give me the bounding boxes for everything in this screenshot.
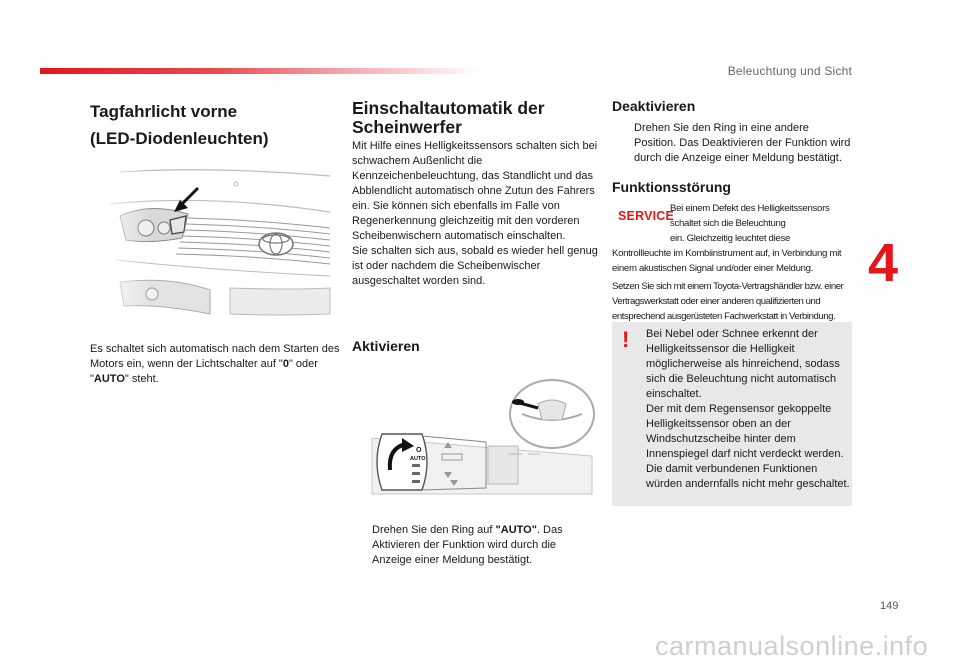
malfunction-text-intro bbox=[670, 201, 852, 246]
car-front-drawing bbox=[90, 164, 332, 328]
step-text-auto: "AUTO" bbox=[495, 524, 537, 536]
deactivate-heading: Deaktivieren bbox=[612, 98, 696, 114]
activate-heading: Aktivieren bbox=[352, 338, 420, 354]
header-accent-bar bbox=[40, 68, 480, 74]
step-text-before: Drehen Sie den Ring auf bbox=[372, 524, 496, 536]
warning-paragraph-sensor: Der mit dem Regensensor gekoppelte Helligkeitssensor oben an der Windschutzscheibe hinter dem Innenspiegel darf nicht verdeckt werden. Die damit verbundenen Funktionen würden andernfalls nicht mehr geschaltet. bbox=[646, 403, 850, 490]
malfunction-text-indicator: Kontrollleuchte im Kombiinstrument auf, in Verbindung mit einem akustischen Signal und/oder einer Meldung. bbox=[612, 248, 842, 274]
activate-step-text bbox=[372, 523, 582, 568]
malfunction-line-3: ein. Gleichzeitig leuchtet diese bbox=[670, 233, 790, 244]
drl-text-before: Es schaltet sich automatisch nach dem Starten des Motors ein, wenn der Lichtschalter auf " bbox=[90, 343, 340, 370]
malfunction-heading: Funktionsstörung bbox=[612, 179, 731, 195]
drl-text-after: " steht. bbox=[124, 373, 159, 385]
malfunction-line-1: Bei einem Defekt des Helligkeitssensors bbox=[670, 203, 830, 214]
paragraph-deactivation: Sie schalten sich aus, sobald es wieder hell genug ist oder nachdem die Scheibenwischer ausgeschaltet worden sind. bbox=[352, 245, 598, 287]
malfunction-line-2: schaltet sich die Beleuchtung bbox=[670, 218, 786, 229]
title-line-2: Scheinwerfer bbox=[352, 117, 462, 137]
car-front-illustration bbox=[90, 164, 332, 328]
service-warning-icon: SERVICE bbox=[618, 209, 675, 223]
deactivate-step-text: Drehen Sie den Ring in eine andere Position. Das Deaktivieren der Funktion wird durch die Anzeige einer Meldung bestätigt. bbox=[634, 122, 851, 164]
deactivate-step bbox=[612, 121, 852, 166]
title-line-2: (LED-Diodenleuchten) bbox=[90, 129, 269, 148]
light-switch-illustration bbox=[352, 362, 600, 512]
paragraph-activation: Mit Hilfe eines Helligkeitssensors schalten sich bei schwachem Außenlicht die Kennzeichenbeleuchtung, das Standlicht und das Abblendlicht automatisch ohne Zutun des Fahrers ein. Sie können sich ebenfalls im Falle von Regenerkennung gleichzeitig mit den vorderen Scheibenwischern automatisch einschalten. bbox=[352, 140, 598, 242]
section-header: Beleuchtung und Sicht bbox=[727, 64, 852, 78]
warning-paragraph-fog: Bei Nebel oder Schnee erkennt der Helligkeitssensor die Helligkeit möglicherweise als hinreichend, sodass sich die Beleuchtung nicht automatisch einschaltet. bbox=[646, 328, 840, 400]
chapter-number: 4 bbox=[868, 233, 899, 293]
drl-value-auto: AUTO bbox=[93, 373, 125, 385]
title-line-1: Einschaltautomatik der bbox=[352, 98, 545, 118]
section-title-drl bbox=[90, 98, 340, 152]
warning-text bbox=[646, 327, 850, 492]
light-switch-drawing bbox=[352, 362, 600, 512]
drl-description bbox=[90, 342, 340, 387]
page-number: 149 bbox=[880, 600, 899, 612]
malfunction-text-contact: Setzen Sie sich mit einem Toyota-Vertragshändler bzw. einer Vertragswerkstatt oder einer anderen qualifizierten und entsprechend ausgerüsteten Fachwerkstatt in Verbindung. bbox=[612, 281, 844, 322]
step-text-after: . Das Aktivieren der Funktion wird durch die Anzeige einer Meldung bestätigt. bbox=[372, 524, 563, 566]
drl-text-mid: " oder " bbox=[90, 358, 318, 385]
switch-label-off: O bbox=[416, 447, 422, 454]
title-line-1: Tagfahrlicht vorne bbox=[90, 102, 238, 121]
warning-exclamation-icon: ! bbox=[622, 327, 630, 352]
switch-label-auto: AUTO bbox=[410, 456, 426, 462]
drl-value-zero: 0 bbox=[282, 358, 289, 370]
auto-headlamps-description bbox=[352, 139, 600, 289]
watermark: carmanualsonline.info bbox=[655, 631, 929, 661]
section-title-auto-headlamps bbox=[352, 99, 597, 137]
activate-step bbox=[352, 523, 582, 568]
